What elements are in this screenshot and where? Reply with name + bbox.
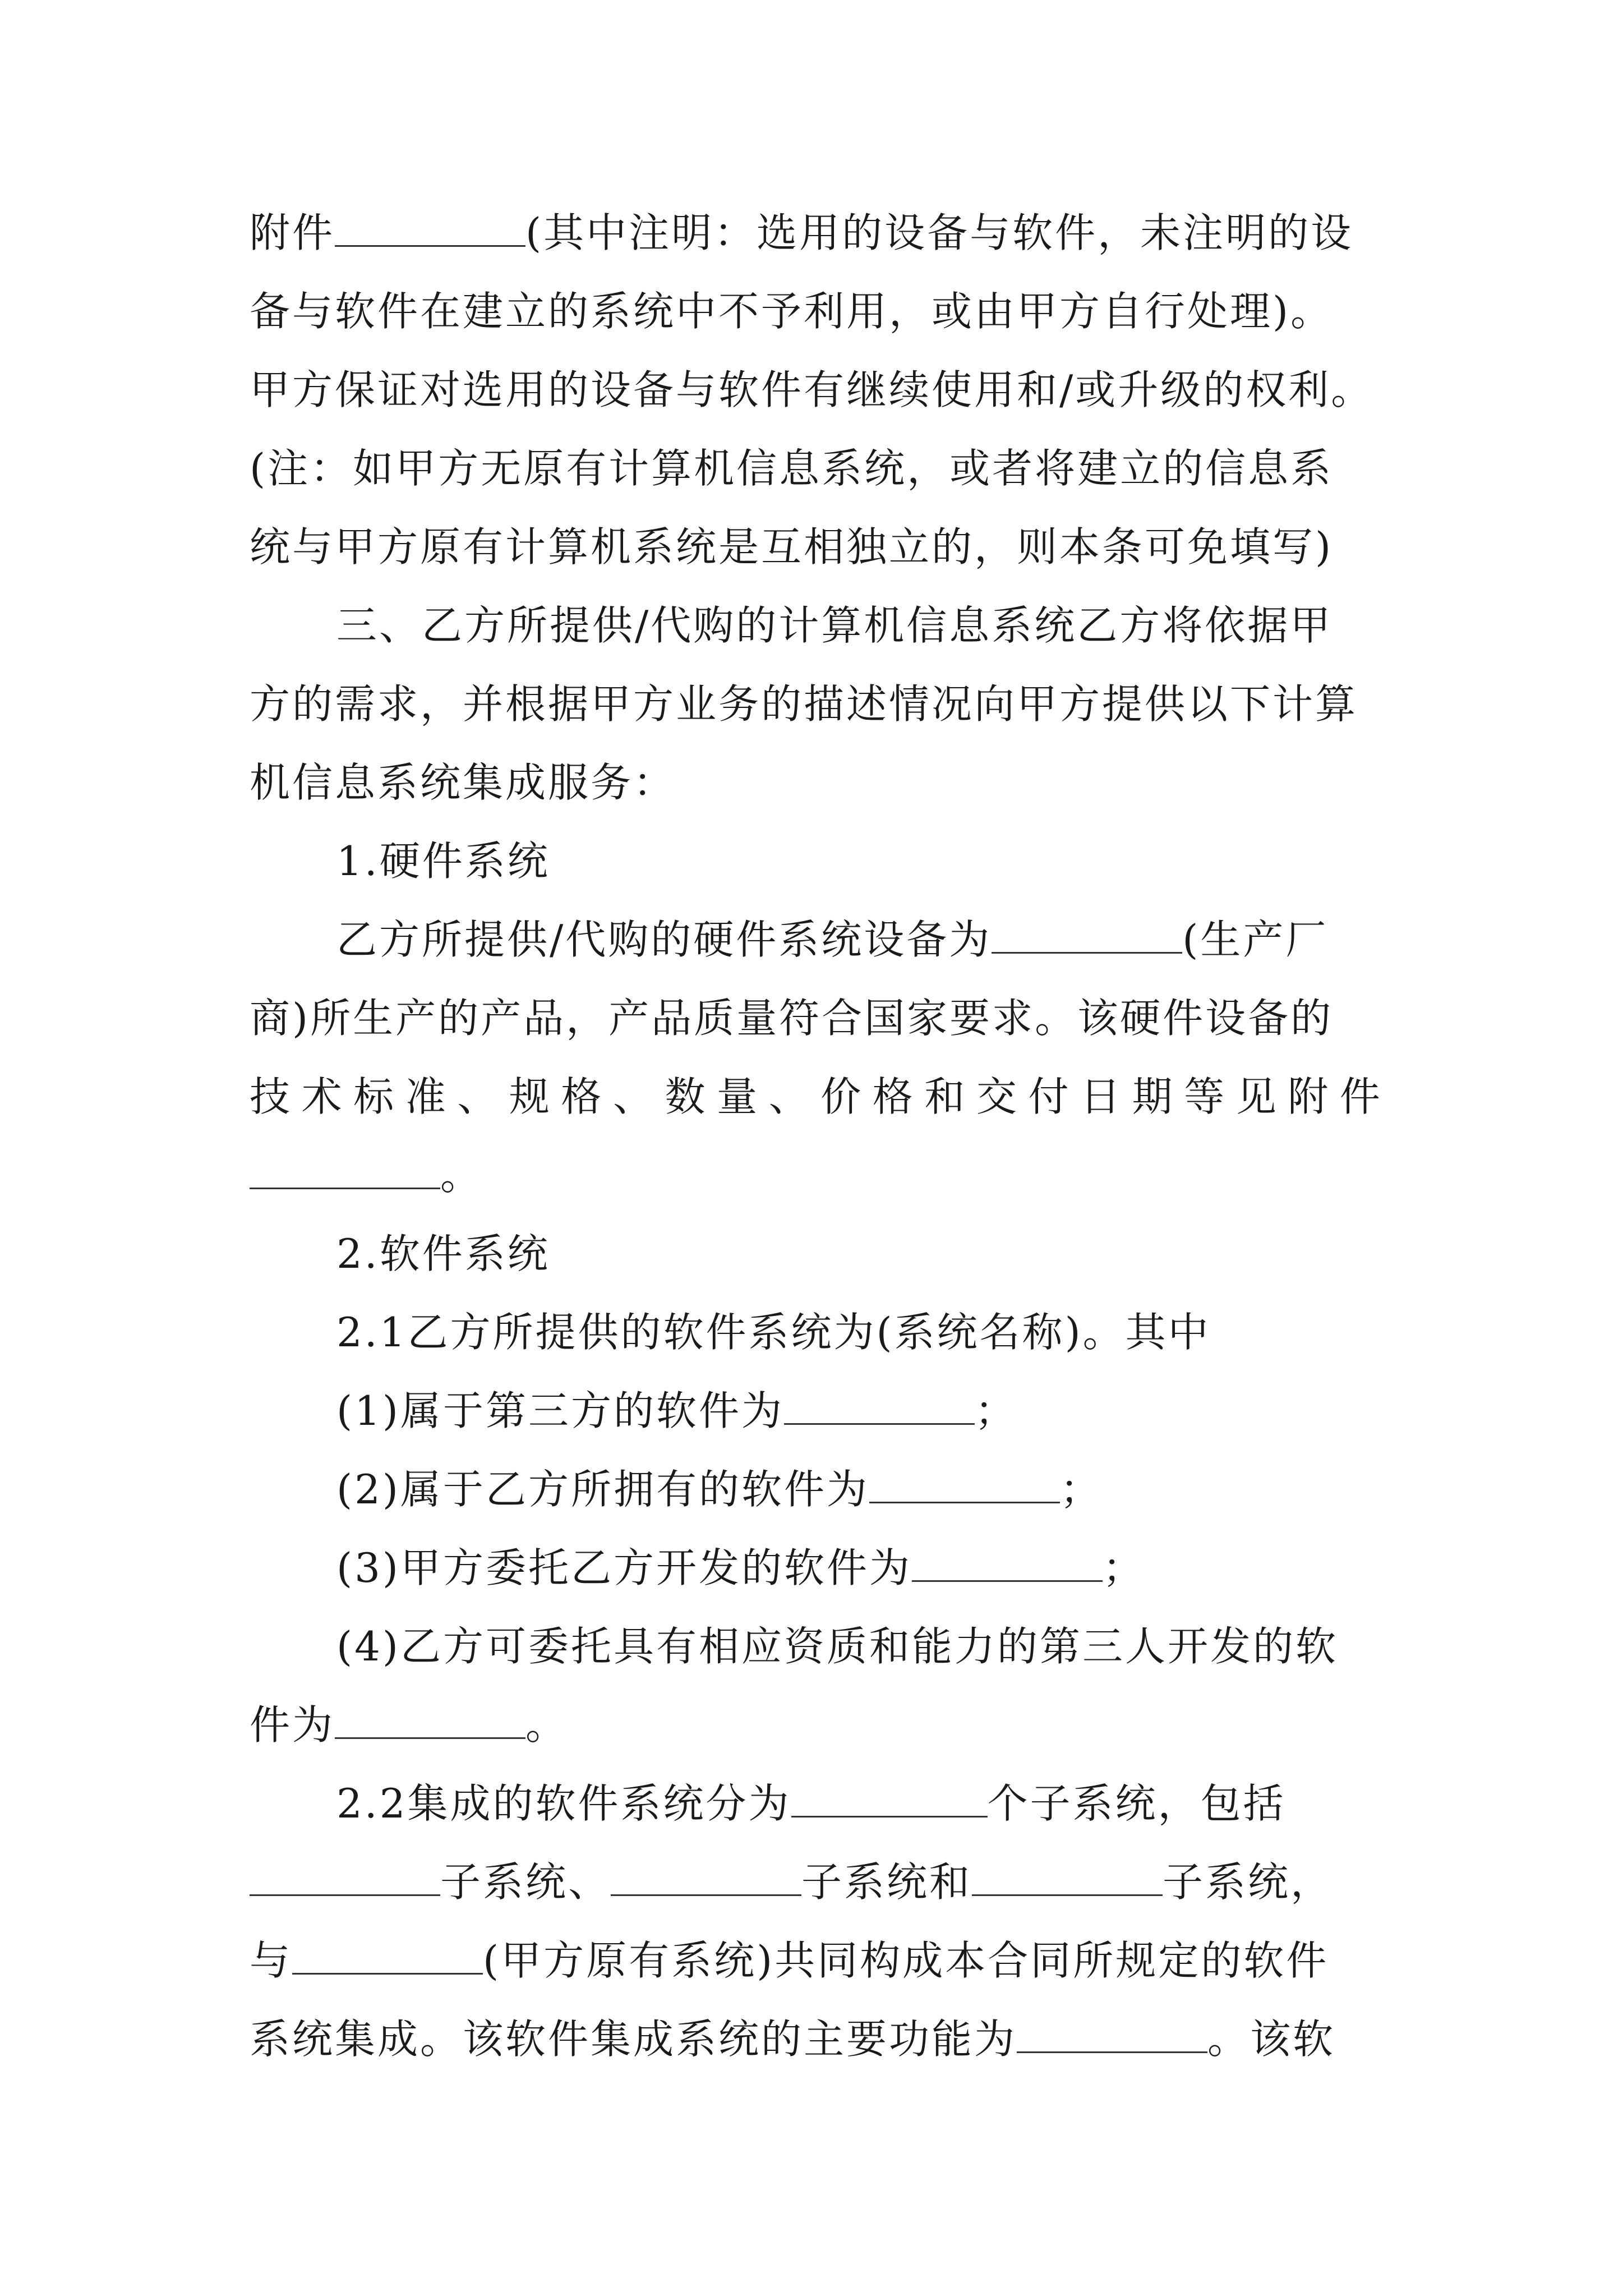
line-text: (3)甲方委托乙方开发的软件为: [336, 1544, 912, 1591]
fill-blank: [784, 1384, 975, 1425]
justified-char: 附: [1288, 1073, 1331, 1120]
justified-char: 、: [612, 1073, 656, 1120]
text-line: [336, 1383, 1382, 1439]
text-line: 商)所生产的产品，产品质量符合国家要求。该硬件设备的: [250, 995, 1334, 1042]
justified-char: 规: [509, 1073, 552, 1120]
text-line: [250, 1697, 1382, 1753]
justified-char: 格: [872, 1073, 915, 1120]
line-text: (1)属于第三方的软件为: [336, 1387, 784, 1434]
fill-blank: [335, 1698, 525, 1739]
line-text: 子系统，: [1163, 1858, 1334, 1906]
justified-char: 价: [820, 1073, 864, 1120]
justified-char: 技: [250, 1073, 293, 1120]
text-line: [336, 1775, 1382, 1832]
line-text: 与: [250, 1937, 293, 1984]
line-text: (其中注明：选用的设备与软件，未注明的设: [525, 209, 1354, 256]
justified-char: 标: [353, 1073, 396, 1120]
line-text: ；: [1060, 1466, 1103, 1513]
justified-char: 见: [1235, 1073, 1279, 1120]
text-line: [336, 1540, 1382, 1596]
text-line: [250, 1854, 1382, 1910]
justified-char: 期: [1132, 1073, 1175, 1120]
fill-blank: [611, 1855, 801, 1896]
fill-blank: [335, 206, 525, 247]
justified-char: 、: [457, 1073, 500, 1120]
text-line: [250, 1932, 1382, 1989]
justified-char: 付: [1028, 1073, 1071, 1120]
text-line: 备与软件在建立的系统中不予利用，或由甲方自行处理)。: [250, 288, 1334, 335]
text-line: [336, 1461, 1382, 1517]
line-text: 。: [525, 1701, 569, 1749]
text-line: [250, 2011, 1382, 2067]
text-line: 甲方保证对选用的设备与软件有继续使用和/或升级的权利。: [250, 366, 1374, 413]
line-text: 乙方所提供/代购的硬件系统设备为: [336, 916, 992, 963]
justified-char: 量: [717, 1073, 760, 1120]
line-text: 子系统和: [801, 1858, 972, 1906]
justified-char: 日: [1080, 1073, 1123, 1120]
justified-char: 、: [768, 1073, 811, 1120]
fill-blank: [250, 1148, 440, 1189]
line-text: (生产厂: [1182, 916, 1329, 963]
justified-char: 件: [1339, 1073, 1382, 1120]
justified-char: 格: [561, 1073, 604, 1120]
line-text: ；: [975, 1387, 1018, 1434]
line-text: 个子系统，包括: [987, 1780, 1286, 1827]
justified-text-line: [250, 1069, 1382, 1125]
fill-blank: [250, 1855, 440, 1896]
text-line: (4)乙方可委托具有相应资质和能力的第三人开发的软: [336, 1623, 1338, 1670]
text-line: 2.1乙方所提供的软件系统为(系统名称)。其中: [336, 1309, 1211, 1356]
line-text: (甲方原有系统)共同构成本合同所规定的软件: [483, 1937, 1329, 1984]
subsection-heading: 2.软件系统: [336, 1230, 550, 1277]
justified-char: 和: [924, 1073, 967, 1120]
line-text: 。该软: [1207, 2016, 1336, 2063]
justified-char: 准: [405, 1073, 448, 1120]
text-line: [250, 205, 1382, 261]
line-text: 。: [440, 1152, 483, 1199]
text-line: [336, 912, 1382, 968]
fill-blank: [791, 1777, 988, 1818]
line-text: 附件: [250, 209, 335, 256]
section-heading-line: 三、乙方所提供/代购的计算机信息系统乙方将依据甲: [336, 602, 1333, 649]
text-line: 统与甲方原有计算机系统是互相独立的，则本条可免填写): [250, 523, 1334, 570]
fill-blank: [292, 1934, 483, 1975]
text-line: (注：如甲方无原有计算机信息系统，或者将建立的信息系: [250, 445, 1334, 492]
fill-blank: [1017, 2012, 1207, 2053]
line-text: (2)属于乙方所拥有的软件为: [336, 1466, 869, 1513]
line-text: 2.2集成的软件系统分为: [336, 1780, 791, 1827]
fill-blank: [972, 1855, 1163, 1896]
line-text: ；: [1103, 1544, 1146, 1591]
text-line: [250, 1147, 1382, 1203]
fill-blank: [992, 913, 1182, 954]
line-text: 子系统、: [440, 1858, 611, 1906]
line-text: 系统集成。该软件集成系统的主要功能为: [250, 2016, 1017, 2063]
text-line: 方的需求，并根据甲方业务的描述情况向甲方提供以下计算: [250, 680, 1358, 728]
text-line: 机信息系统集成服务：: [250, 759, 676, 806]
fill-blank: [912, 1541, 1103, 1582]
justified-char: 术: [301, 1073, 344, 1120]
justified-char: 交: [976, 1073, 1019, 1120]
justified-char: 等: [1184, 1073, 1227, 1120]
justified-char: 数: [665, 1073, 708, 1120]
subsection-heading: 1.硬件系统: [336, 838, 550, 885]
fill-blank: [869, 1462, 1060, 1503]
line-text: 件为: [250, 1701, 335, 1749]
